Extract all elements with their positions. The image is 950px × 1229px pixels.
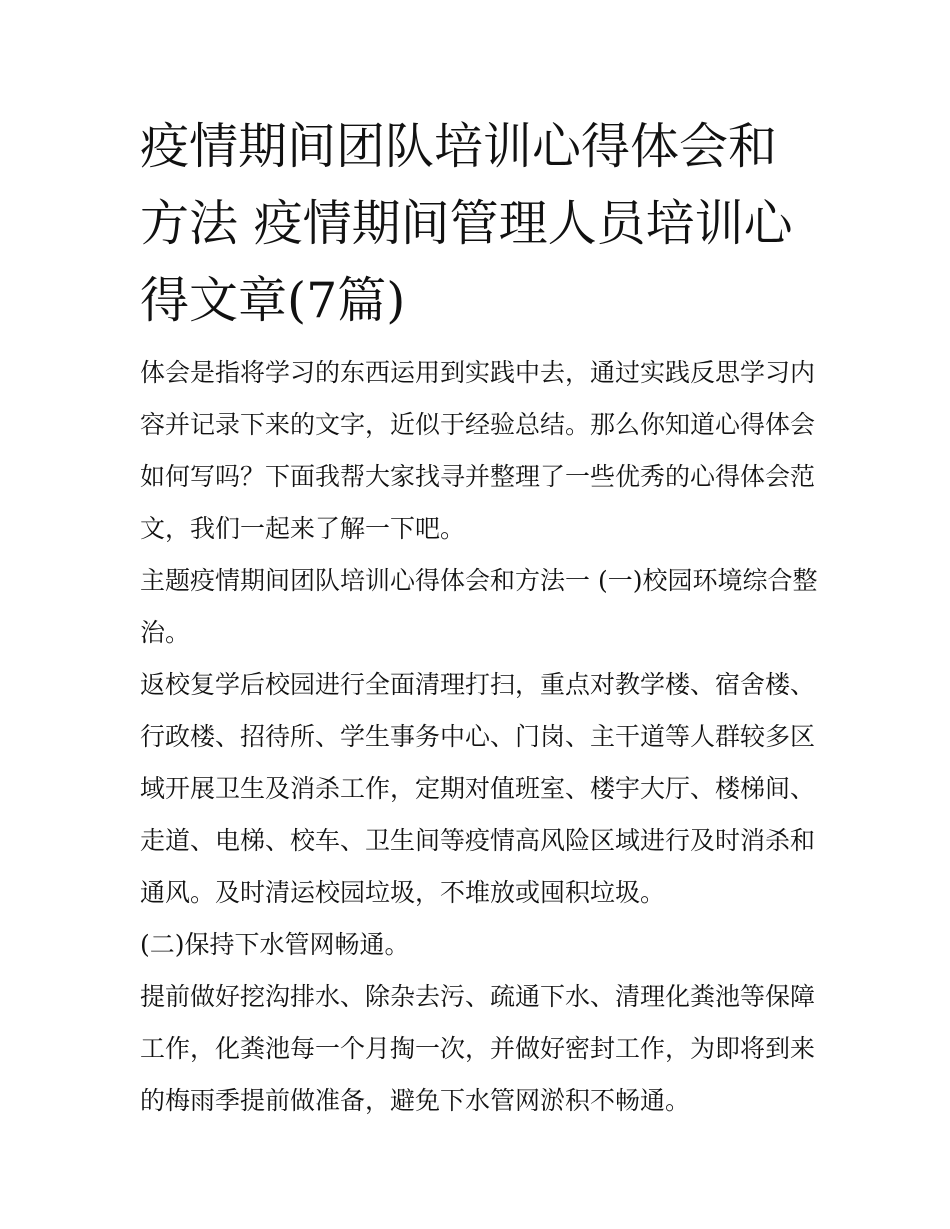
paragraph-campus-cleaning: 返校复学后校园进行全面清理打扫，重点对教学楼、宿舍楼、行政楼、招待所、学生事务中心、门岗、主干道等人群较多区域开展卫生及消杀工作，定期对值班室、楼宇大厅、楼梯间、走道、电梯、校车、卫生间等疫情高风险区域进行及时消杀和通风。及时清运校园垃圾，不堆放或囤积垃圾。 (140, 670, 816, 907)
paragraph-subheading-drainage: (二)保持下水管网畅通。 (140, 930, 410, 959)
paragraph-section-heading: 主题疫情期间团队培训心得体会和方法一 (一)校园环境综合整治。 (140, 566, 818, 647)
paragraph-drainage: 提前做好挖沟排水、除杂去污、疏通下水、清理化粪池等保障工作，化粪池每一个月掏一次，并做好密封工作，为即将到来的梅雨季提前做准备，避免下水管网淤积不畅通。 (140, 982, 816, 1115)
document-title: 疫情期间团队培训心得体会和方法 疫情期间管理人员培训心得文章(7篇) (140, 118, 793, 329)
paragraph-intro: 体会是指将学习的东西运用到实践中去，通过实践反思学习内容并记录下来的文字，近似于经验总结。那么你知道心得体会如何写吗？下面我帮大家找寻并整理了一些优秀的心得体会范文，我们一起来了解一下吧。 (140, 358, 816, 543)
document-body (140, 108, 820, 1127)
